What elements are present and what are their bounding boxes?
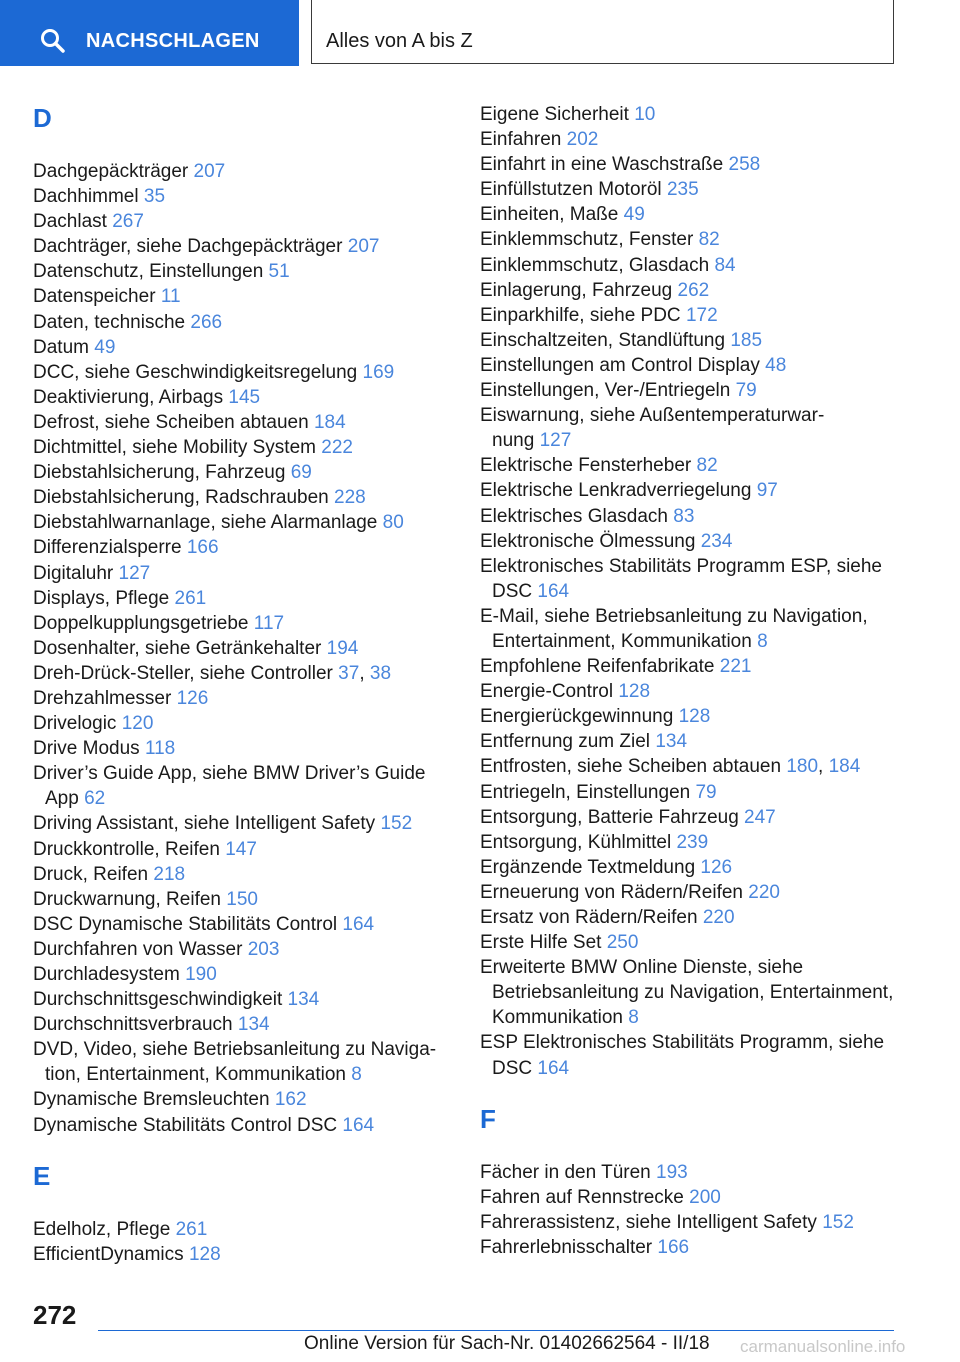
page-link[interactable]: 267: [112, 211, 144, 233]
entry-text: Durchladesystem: [33, 964, 180, 985]
index-entry: [480, 253, 920, 278]
page-link[interactable]: 10: [634, 104, 656, 125]
entry-text: Diebstahlwarnanlage, siehe Alarmanlage: [33, 512, 378, 534]
index-entry: [33, 410, 443, 435]
page-link[interactable]: 8: [757, 630, 768, 652]
entry-text: Datenschutz, Einstellungen: [33, 261, 264, 283]
index-entry: [33, 837, 443, 862]
page-link[interactable]: 128: [618, 681, 651, 703]
entry-text: Energie-Control: [480, 681, 614, 703]
page-link[interactable]: 117: [253, 612, 285, 634]
page-link[interactable]: 126: [176, 687, 209, 709]
entry-text: Eiswarnung, siehe Außentemperaturwar-: [480, 405, 825, 427]
page-link[interactable]: 79: [695, 781, 717, 803]
page-link[interactable]: 152: [822, 1211, 854, 1233]
entry-text: Driver’s Guide App, siehe BMW Driver’s Guide: [33, 763, 426, 785]
entry-text: Einstellungen am Control Display: [480, 354, 760, 376]
index-entry: [33, 184, 443, 209]
entry-text: Einheiten, Maße: [480, 204, 619, 226]
page-link[interactable]: 134: [655, 731, 688, 753]
index-entry: Dreh-Drück-Steller, siehe Controller 37, 38: [33, 662, 392, 684]
index-entry: [480, 955, 920, 1030]
page-link[interactable]: 261: [175, 1218, 208, 1240]
entry-text: Ergänzende Textmeldung: [480, 856, 696, 878]
index-entry: [480, 403, 920, 453]
index-entry: [33, 636, 443, 661]
page-link[interactable]: 127: [539, 430, 572, 452]
page-link[interactable]: 184: [313, 411, 346, 433]
index-entry: [480, 1210, 920, 1235]
index-entry: [33, 385, 443, 410]
page-link[interactable]: 185: [730, 329, 763, 351]
page-link[interactable]: 80: [382, 512, 404, 534]
page-link[interactable]: 228: [334, 487, 366, 509]
page-link[interactable]: 79: [735, 380, 757, 402]
entry-text: Differenzialsperre: [33, 537, 182, 559]
index-entry: [33, 1037, 443, 1087]
page-link[interactable]: 128: [678, 706, 711, 728]
page-link[interactable]: 51: [268, 261, 290, 283]
page-link[interactable]: 207: [347, 236, 380, 258]
entry-text: Elektronische Ölmessung: [480, 530, 696, 552]
page-link[interactable]: 250: [606, 932, 639, 954]
page-link[interactable]: 261: [174, 587, 207, 609]
section-letter: F: [480, 1103, 496, 1134]
page-link[interactable]: 11: [160, 286, 181, 308]
entry-text: Displays, Pflege: [33, 587, 170, 609]
entry-text: Drehzahlmesser: [33, 687, 172, 709]
page-link[interactable]: 83: [673, 505, 695, 527]
page-link[interactable]: 8: [351, 1064, 362, 1086]
entry-text: Erste Hilfe Set: [480, 932, 602, 954]
entry-text: Entsorgung, Kühlmittel: [480, 831, 672, 853]
index-entry: [480, 278, 920, 303]
entry-text: nung: [492, 430, 535, 452]
page-link[interactable]: 164: [537, 1057, 570, 1079]
index-entry: [480, 378, 920, 403]
entry-text: Druckwarnung, Reifen: [33, 888, 221, 910]
entry-text: Drivelogic: [33, 713, 117, 735]
index-entry: [480, 1160, 920, 1185]
entry-text: Entriegeln, Einstellungen: [480, 781, 691, 803]
entry-text: Durchschnittsverbrauch: [33, 1014, 233, 1036]
page-link[interactable]: 134: [237, 1014, 270, 1036]
index-entry: [33, 887, 443, 912]
page-link[interactable]: 234: [700, 530, 733, 552]
index-entry: [33, 360, 443, 385]
entry-text: E-Mail, siehe Betriebsanleitung zu Navigation,: [480, 605, 868, 627]
index-entry: [33, 611, 443, 636]
index-entry: [33, 1217, 443, 1242]
page-link[interactable]: 37: [338, 662, 360, 684]
entry-text: Fahren auf Rennstrecke: [480, 1186, 684, 1208]
index-entry: [33, 460, 443, 485]
page-link[interactable]: 69: [290, 462, 312, 484]
page-link[interactable]: 220: [702, 907, 735, 928]
index-entry: [33, 284, 443, 309]
index-entry: [480, 328, 920, 353]
index-entry: [480, 880, 920, 905]
page-link[interactable]: 150: [226, 888, 258, 910]
page-link[interactable]: 48: [765, 354, 787, 376]
entry-text: DSC: [492, 1057, 533, 1079]
page-link[interactable]: 35: [143, 186, 166, 208]
entry-text: Diebstahlsicherung, Radschrauben: [33, 487, 329, 509]
entry-text: Einlagerung, Fahrzeug: [480, 279, 673, 301]
entry-text: Fahrerlebnisschalter: [480, 1236, 653, 1258]
index-entry: [480, 604, 920, 654]
index-entry: [480, 478, 920, 503]
entry-text: Einstellungen, Ver-/Entriegeln: [480, 380, 731, 402]
index-entry: [480, 905, 920, 930]
entry-text: Digitaluhr: [33, 562, 114, 584]
index-entry: [33, 811, 443, 836]
index-entry: [480, 1235, 920, 1260]
entry-text: Diebstahlsicherung, Fahrzeug: [33, 462, 286, 484]
index-entry: [480, 529, 920, 554]
entry-text: Dachgepäckträger: [33, 161, 189, 182]
search-icon: [40, 28, 66, 54]
index-entry: [480, 830, 920, 855]
page-link[interactable]: 190: [185, 964, 217, 985]
entry-text: Defrost, siehe Scheiben abtauen: [33, 411, 309, 433]
index-column-left: [33, 102, 443, 1267]
page-link[interactable]: 247: [744, 806, 776, 828]
index-entry: [33, 535, 443, 560]
page-link[interactable]: 49: [94, 336, 116, 358]
index-entry: [33, 335, 443, 360]
entry-text: Druckkontrolle, Reifen: [33, 838, 220, 860]
entry-text: Dosenhalter, siehe Getränkehalter: [33, 637, 322, 659]
entry-text: Dreh-Drück-Steller, siehe Controller: [33, 662, 333, 684]
entry-text: Einklemmschutz, Fenster: [480, 229, 694, 251]
index-entry: [480, 654, 920, 679]
index-entry: [33, 1087, 443, 1112]
entry-text: Kommunikation: [492, 1007, 623, 1029]
entry-text: Einparkhilfe, siehe PDC: [480, 304, 681, 326]
entry-text: Datenspeicher: [33, 286, 156, 308]
entry-text: Energierückgewinnung: [480, 706, 674, 728]
index-entry: [33, 1012, 443, 1037]
page-link[interactable]: 194: [326, 637, 359, 659]
page-link[interactable]: 166: [657, 1236, 690, 1258]
index-entry: [480, 152, 920, 177]
entry-text: Dynamische Stabilitäts Control DSC: [33, 1114, 338, 1136]
index-entry: [480, 679, 920, 704]
index-entry: [33, 1113, 443, 1138]
index-entry: [480, 1030, 920, 1080]
entry-text: Einfahrt in eine Waschstraße: [480, 154, 724, 176]
index-column-right: [480, 102, 920, 1260]
index-entry: [33, 937, 443, 962]
page-link[interactable]: 162: [274, 1089, 307, 1111]
entry-text: Elektrische Fensterheber: [480, 455, 692, 477]
entry-text: Driving Assistant, siehe Intelligent Safety: [33, 813, 376, 835]
page-link[interactable]: 147: [225, 838, 257, 860]
entry-text: Entertainment, Kommunikation: [492, 630, 752, 652]
index-entry: [33, 561, 443, 586]
index-entry: [480, 1185, 920, 1210]
entry-text: DVD, Video, siehe Betriebsanleitung zu Naviga-: [33, 1039, 437, 1061]
page-link[interactable]: 62: [84, 788, 106, 810]
index-entry: [33, 159, 443, 184]
page-link[interactable]: 207: [193, 161, 226, 182]
page-link[interactable]: 266: [190, 311, 223, 333]
entry-text: DSC Dynamische Stabilitäts Control: [33, 913, 338, 935]
page-link[interactable]: 118: [144, 738, 176, 760]
index-entry: [480, 353, 920, 378]
index-entry: [33, 761, 443, 811]
entry-text: Einfahren: [480, 129, 562, 151]
page-link[interactable]: 84: [714, 254, 736, 276]
page-link[interactable]: 169: [362, 361, 395, 383]
entry-text: tion, Entertainment, Kommunikation: [45, 1064, 346, 1086]
entry-text: Dichtmittel, siehe Mobility System: [33, 437, 316, 459]
page-link[interactable]: 145: [228, 386, 261, 408]
entry-text: Einfüllstutzen Motoröl: [480, 179, 662, 201]
index-entry: [33, 259, 443, 284]
index-entry: [480, 780, 920, 805]
page-link[interactable]: 218: [153, 863, 186, 885]
page-link[interactable]: 203: [247, 938, 280, 960]
page-link[interactable]: 180: [786, 756, 819, 778]
page-link[interactable]: 222: [321, 437, 353, 459]
index-entry: [480, 504, 920, 529]
entry-text: App: [45, 788, 79, 810]
entry-text: Elektrisches Glasdach: [480, 505, 668, 527]
entry-text: Druck, Reifen: [33, 863, 149, 885]
index-entry: [33, 510, 443, 535]
index-entry: [33, 586, 443, 611]
entry-text: DCC, siehe Geschwindigkeitsregelung: [33, 361, 358, 383]
entry-text: Ersatz von Rädern/Reifen: [480, 907, 698, 928]
section-title: Alles von A bis Z: [326, 30, 473, 52]
index-entry: [480, 805, 920, 830]
entry-text: ESP Elektronisches Stabilitäts Programm, siehe: [480, 1032, 885, 1054]
page-link[interactable]: 164: [342, 913, 375, 935]
entry-text: Entfernung zum Ziel: [480, 731, 651, 753]
entry-text: Dachlast: [33, 211, 107, 233]
entry-text: Dynamische Bremsleuchten: [33, 1089, 270, 1111]
nachschlagen-tab[interactable]: [0, 0, 299, 66]
index-entry: [33, 485, 443, 510]
page-link[interactable]: 8: [628, 1007, 639, 1029]
entry-text: Drive Modus: [33, 738, 140, 760]
index-entry: [33, 435, 443, 460]
page-link[interactable]: 258: [728, 154, 761, 176]
page-link[interactable]: 235: [666, 179, 699, 201]
page-link[interactable]: 127: [118, 562, 151, 584]
page-link[interactable]: 126: [700, 856, 733, 878]
section-title-box: [311, 0, 894, 64]
page-link[interactable]: 202: [566, 129, 599, 151]
index-entry: [33, 686, 443, 711]
index-entry: [480, 127, 920, 152]
entry-text: Durchfahren von Wasser: [33, 938, 243, 960]
section-letter: D: [33, 103, 52, 133]
index-entry: [480, 855, 920, 880]
page-link[interactable]: 164: [342, 1114, 375, 1136]
index-entry: [33, 209, 443, 234]
page-link[interactable]: 120: [121, 713, 154, 735]
index-entry: [33, 310, 443, 335]
page-link[interactable]: 184: [828, 756, 861, 778]
entry-text: Betriebsanleitung zu Navigation, Entertainment,: [492, 982, 894, 1004]
entry-text: Durchschnittsgeschwindigkeit: [33, 989, 283, 1011]
entry-text: Elektronisches Stabilitäts Programm ESP, siehe: [480, 555, 882, 577]
page-link[interactable]: 38: [369, 662, 392, 684]
entry-text: EfficientDynamics: [33, 1243, 184, 1265]
page-link[interactable]: 172: [685, 304, 718, 326]
index-entry: [480, 453, 920, 478]
page-link[interactable]: 166: [186, 537, 219, 559]
page-link[interactable]: 128: [188, 1243, 221, 1265]
page-link[interactable]: 200: [689, 1186, 721, 1208]
entry-text: Doppelkupplungsgetriebe: [33, 612, 249, 634]
page-link[interactable]: 220: [748, 881, 780, 903]
page-link[interactable]: 221: [719, 656, 752, 678]
index-entry: [480, 227, 920, 252]
entry-text: Datum: [33, 336, 89, 358]
page-link[interactable]: 82: [696, 455, 718, 477]
entry-text: Einschaltzeiten, Standlüftung: [480, 329, 726, 351]
index-entry: [33, 1242, 443, 1267]
entry-text: DSC: [492, 580, 533, 602]
page-link[interactable]: 164: [537, 580, 570, 602]
watermark: carmanualsonline.info: [740, 1337, 906, 1356]
page-link[interactable]: 239: [676, 831, 709, 853]
index-entry: [480, 177, 920, 202]
index-entry: [33, 987, 443, 1012]
nachschlagen-label: NACHSCHLAGEN: [86, 30, 260, 52]
page-header: [0, 0, 960, 66]
index-entry: [33, 711, 443, 736]
footer-divider: [98, 1330, 894, 1331]
entry-text: Edelholz, Pflege: [33, 1218, 171, 1240]
entry-text: Dachträger, siehe Dachgepäckträger: [33, 236, 343, 258]
entry-text: Fahrerassistenz, siehe Intelligent Safety: [480, 1211, 817, 1233]
index-entry: [480, 102, 920, 127]
section-letter: E: [33, 1160, 51, 1191]
index-entry: [33, 862, 443, 887]
index-entry: Entfrosten, siehe Scheiben abtauen 180, 184: [480, 756, 861, 778]
index-entry: [33, 912, 443, 937]
index-entry: [480, 202, 920, 227]
page-link[interactable]: 134: [287, 989, 320, 1011]
index-entry: [480, 930, 920, 955]
entry-text: Deaktivierung, Airbags: [33, 386, 224, 408]
page-link[interactable]: 193: [656, 1161, 688, 1183]
entry-text: Einklemmschutz, Glasdach: [480, 254, 710, 276]
index-entry: [33, 962, 443, 987]
entry-text: Dachhimmel: [33, 186, 139, 208]
entry-text: Elektrische Lenkradverriegelung: [480, 480, 752, 502]
index-entry: [33, 736, 443, 761]
index-entry: [480, 704, 920, 729]
entry-text: Daten, technische: [33, 311, 186, 333]
entry-text: Entsorgung, Batterie Fahrzeug: [480, 806, 739, 828]
entry-text: Eigene Sicherheit: [480, 104, 629, 125]
entry-text: Empfohlene Reifenfabrikate: [480, 656, 715, 678]
index-entry: [480, 554, 920, 604]
entry-text: Erneuerung von Rädern/Reifen: [480, 881, 744, 903]
index-entry: [480, 303, 920, 328]
page-link[interactable]: 152: [380, 813, 413, 835]
page-number: 272: [33, 1300, 77, 1330]
online-version-text: Online Version für Sach-Nr. 01402662564 - II/18: [304, 1333, 710, 1354]
index-entry: [33, 234, 443, 259]
page-link[interactable]: 49: [623, 204, 645, 226]
page-link[interactable]: 82: [698, 229, 720, 251]
entry-text: Fächer in den Türen: [480, 1161, 651, 1183]
page-link[interactable]: 97: [756, 480, 778, 502]
entry-text: Entfrosten, siehe Scheiben abtauen: [480, 756, 782, 778]
entry-text: Erweiterte BMW Online Dienste, siehe: [480, 957, 804, 979]
index-entry: [480, 729, 920, 754]
page-link[interactable]: 262: [677, 279, 710, 301]
